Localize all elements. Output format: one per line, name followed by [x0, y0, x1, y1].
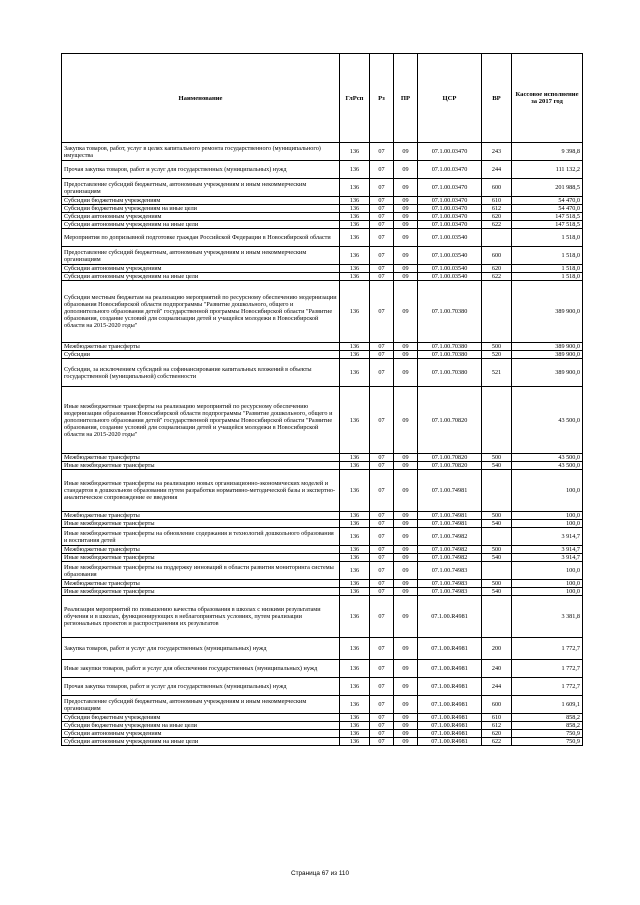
row-sum: 858,2 — [512, 714, 583, 722]
row-sum: 100,0 — [512, 580, 583, 588]
row-name: Иные межбюджетные трансферты — [62, 520, 340, 528]
table-row — [62, 528, 583, 546]
row-name: Иные межбюджетные трансферты на реализацию мероприятий по ресурсному обеспечению модернизации образования Новосибирской области подпрограммы "Развитие дошкольного, общего и дополнительного образования детей" государственной программы Новосибирской области "Развитие образования, создание условий для социализации детей и учащейся молодежи в Новосибирской области на 2015-2020 годы" — [62, 387, 340, 454]
row-vr: 500 — [482, 546, 512, 554]
row-name: Иные закупки товаров, работ и услуг для обеспечения государственных (муниципальных) нужд — [62, 660, 340, 678]
row-sum: 100,0 — [512, 562, 583, 580]
budget-table — [61, 53, 583, 746]
row-grs: 136 — [340, 638, 370, 660]
table-row — [62, 229, 583, 247]
table-row — [62, 213, 583, 221]
row-vr — [482, 528, 512, 546]
table-row — [62, 678, 583, 696]
row-vr: 600 — [482, 247, 512, 265]
row-sum: 9 398,8 — [512, 143, 583, 161]
row-rz: 07 — [370, 462, 394, 470]
row-sum: 389 900,0 — [512, 343, 583, 351]
row-pr: 09 — [394, 512, 418, 520]
row-grs: 136 — [340, 387, 370, 454]
table-row — [62, 265, 583, 273]
row-csr: 07.1.00.74981 — [418, 520, 482, 528]
row-sum: 3 381,8 — [512, 596, 583, 638]
table-row — [62, 588, 583, 596]
row-vr: 521 — [482, 359, 512, 387]
row-rz: 07 — [370, 588, 394, 596]
row-rz: 07 — [370, 351, 394, 359]
row-grs: 136 — [340, 470, 370, 512]
row-sum: 43 500,0 — [512, 454, 583, 462]
header-csr: ЦСР — [418, 54, 482, 143]
row-grs: 136 — [340, 143, 370, 161]
row-name: Субсидии бюджетным учреждениям — [62, 197, 340, 205]
row-rz: 07 — [370, 546, 394, 554]
row-vr: 243 — [482, 143, 512, 161]
row-rz: 07 — [370, 722, 394, 730]
row-name: Субсидии местным бюджетам на реализацию мероприятий по ресурсному обеспечению модернизации образования Новосибирской области подпрограммы "Развитие дошкольного, общего и дополнительного образования детей" государственной программы Новосибирской области "Развитие образования, создание условий для социализации детей и учащейся молодежи в Новосибирской области на 2015-2020 годы" — [62, 281, 340, 343]
header-rz: Рз — [370, 54, 394, 143]
header-row — [62, 54, 583, 143]
table-row — [62, 387, 583, 454]
row-name: Прочая закупка товаров, работ и услуг для государственных (муниципальных) нужд — [62, 678, 340, 696]
row-pr: 09 — [394, 638, 418, 660]
row-csr: 07.1.00.70820 — [418, 462, 482, 470]
row-sum: 1 772,7 — [512, 678, 583, 696]
row-rz: 07 — [370, 520, 394, 528]
row-rz: 07 — [370, 730, 394, 738]
row-name: Закупка товаров, работ и услуг для государственных (муниципальных) нужд — [62, 638, 340, 660]
row-name: Прочая закупка товаров, работ и услуг для государственных (муниципальных) нужд — [62, 161, 340, 179]
row-sum: 389 900,0 — [512, 281, 583, 343]
table-row — [62, 512, 583, 520]
table-row — [62, 359, 583, 387]
page-footer: Страница 67 из 110 — [290, 870, 350, 877]
row-pr: 09 — [394, 179, 418, 197]
row-sum: 1 518,0 — [512, 229, 583, 247]
row-grs: 136 — [340, 454, 370, 462]
table-row — [62, 596, 583, 638]
row-vr: 244 — [482, 678, 512, 696]
row-vr — [482, 281, 512, 343]
row-vr: 500 — [482, 580, 512, 588]
row-rz: 07 — [370, 143, 394, 161]
row-grs: 136 — [340, 265, 370, 273]
row-sum: 54 470,0 — [512, 205, 583, 213]
row-name: Иные межбюджетные трансферты на поддержку инноваций в области развития мониторинга системы образования — [62, 562, 340, 580]
table-row — [62, 554, 583, 562]
row-pr: 09 — [394, 470, 418, 512]
row-name: Мероприятия по допризывной подготовке граждан Российской Федерации в Новосибирской области — [62, 229, 340, 247]
row-sum: 1 609,1 — [512, 696, 583, 714]
row-pr: 09 — [394, 161, 418, 179]
row-name: Иные межбюджетные трансферты — [62, 588, 340, 596]
row-grs: 136 — [340, 520, 370, 528]
row-csr: 07.1.00.R4981 — [418, 678, 482, 696]
row-name: Предоставление субсидий бюджетным, автономным учреждениям и иным некоммерческим организациям — [62, 247, 340, 265]
row-name: Субсидии автономным учреждениям — [62, 213, 340, 221]
row-name: Иные межбюджетные трансферты — [62, 554, 340, 562]
row-sum: 389 900,0 — [512, 359, 583, 387]
row-rz: 07 — [370, 221, 394, 229]
row-vr: 612 — [482, 205, 512, 213]
row-rz: 07 — [370, 580, 394, 588]
row-vr: 244 — [482, 161, 512, 179]
row-vr: 610 — [482, 197, 512, 205]
table-row — [62, 580, 583, 588]
row-csr: 07.1.00.70380 — [418, 351, 482, 359]
row-vr: 600 — [482, 179, 512, 197]
row-vr: 500 — [482, 512, 512, 520]
row-grs: 136 — [340, 343, 370, 351]
row-name: Межбюджетные трансферты — [62, 546, 340, 554]
row-grs: 136 — [340, 229, 370, 247]
row-name: Субсидии автономным учреждениям — [62, 265, 340, 273]
header-vr: ВР — [482, 54, 512, 143]
row-pr: 09 — [394, 273, 418, 281]
row-rz: 07 — [370, 596, 394, 638]
row-rz: 07 — [370, 714, 394, 722]
table-row — [62, 714, 583, 722]
row-csr: 07.1.00.R4981 — [418, 660, 482, 678]
row-name: Реализация мероприятий по повышению качества образования в школах с низкими результатами обучения и в школах, функционирующих в неблагоприятных условиях, путем реализации региональных проектов и распространения их результатов — [62, 596, 340, 638]
row-csr: 07.1.00.74981 — [418, 470, 482, 512]
row-vr: 612 — [482, 722, 512, 730]
row-vr — [482, 562, 512, 580]
row-pr: 09 — [394, 722, 418, 730]
table-row — [62, 520, 583, 528]
row-name: Субсидии автономным учреждениям — [62, 730, 340, 738]
row-vr: 500 — [482, 343, 512, 351]
row-pr: 09 — [394, 359, 418, 387]
row-sum: 201 988,5 — [512, 179, 583, 197]
row-vr: 600 — [482, 696, 512, 714]
row-sum: 389 900,0 — [512, 351, 583, 359]
table-row — [62, 462, 583, 470]
row-sum: 100,0 — [512, 520, 583, 528]
row-rz: 07 — [370, 247, 394, 265]
header-pr: ПР — [394, 54, 418, 143]
header-grs: ГлРсп — [340, 54, 370, 143]
row-pr: 09 — [394, 528, 418, 546]
row-name: Субсидии бюджетным учреждениям на иные цели — [62, 722, 340, 730]
row-rz: 07 — [370, 678, 394, 696]
table-row — [62, 638, 583, 660]
row-pr: 09 — [394, 281, 418, 343]
row-grs: 136 — [340, 247, 370, 265]
row-rz: 07 — [370, 205, 394, 213]
row-pr: 09 — [394, 730, 418, 738]
row-grs: 136 — [340, 213, 370, 221]
row-rz: 07 — [370, 638, 394, 660]
row-pr: 09 — [394, 197, 418, 205]
row-csr: 07.1.00.70380 — [418, 281, 482, 343]
row-sum: 750,9 — [512, 738, 583, 746]
row-grs: 136 — [340, 554, 370, 562]
row-sum: 858,2 — [512, 722, 583, 730]
row-name: Межбюджетные трансферты — [62, 343, 340, 351]
row-pr: 09 — [394, 247, 418, 265]
row-csr: 07.1.00.R4981 — [418, 696, 482, 714]
row-rz: 07 — [370, 281, 394, 343]
table-row — [62, 696, 583, 714]
row-vr: 622 — [482, 273, 512, 281]
header-sum: Кассовое исполнение за 2017 год — [512, 54, 583, 143]
row-name: Субсидии бюджетным учреждениям — [62, 714, 340, 722]
row-vr: 520 — [482, 351, 512, 359]
row-grs: 136 — [340, 596, 370, 638]
row-pr: 09 — [394, 462, 418, 470]
row-rz: 07 — [370, 696, 394, 714]
row-csr: 07.1.00.R4981 — [418, 738, 482, 746]
row-vr: 540 — [482, 554, 512, 562]
row-rz: 07 — [370, 213, 394, 221]
table-row — [62, 179, 583, 197]
row-grs: 136 — [340, 205, 370, 213]
row-sum: 147 518,5 — [512, 221, 583, 229]
row-grs: 136 — [340, 359, 370, 387]
row-vr: 540 — [482, 520, 512, 528]
row-sum: 100,0 — [512, 470, 583, 512]
row-name: Иные межбюджетные трансферты на реализацию новых организационно-экономических моделей и стандартов в дошкольном образовании путем разработки нормативно-методической базы и экспертно-аналитическое сопровождение ее введения — [62, 470, 340, 512]
table-row — [62, 197, 583, 205]
row-csr: 07.1.00.70380 — [418, 359, 482, 387]
row-pr: 09 — [394, 343, 418, 351]
row-csr: 07.1.00.03470 — [418, 197, 482, 205]
row-pr: 09 — [394, 678, 418, 696]
row-rz: 07 — [370, 387, 394, 454]
row-csr: 07.1.00.03470 — [418, 161, 482, 179]
row-grs: 136 — [340, 528, 370, 546]
row-grs: 136 — [340, 696, 370, 714]
row-csr: 07.1.00.R4981 — [418, 638, 482, 660]
row-rz: 07 — [370, 197, 394, 205]
row-pr: 09 — [394, 205, 418, 213]
row-sum: 111 132,2 — [512, 161, 583, 179]
table-row — [62, 546, 583, 554]
row-csr: 07.1.00.R4981 — [418, 730, 482, 738]
row-sum: 1 772,7 — [512, 660, 583, 678]
row-rz: 07 — [370, 454, 394, 462]
row-rz: 07 — [370, 273, 394, 281]
row-csr: 07.1.00.03470 — [418, 143, 482, 161]
row-grs: 136 — [340, 722, 370, 730]
row-vr: 622 — [482, 738, 512, 746]
row-vr — [482, 470, 512, 512]
header-name: Наименование — [62, 54, 340, 143]
table-row — [62, 351, 583, 359]
row-sum: 54 470,0 — [512, 197, 583, 205]
row-grs: 136 — [340, 512, 370, 520]
row-sum: 1 518,0 — [512, 247, 583, 265]
row-name: Межбюджетные трансферты — [62, 580, 340, 588]
row-vr: 620 — [482, 213, 512, 221]
table-row — [62, 660, 583, 678]
row-name: Закупка товаров, работ, услуг в целях капитального ремонта государственного (муниципального) имущества — [62, 143, 340, 161]
row-csr: 07.1.00.03470 — [418, 205, 482, 213]
row-grs: 136 — [340, 281, 370, 343]
table-row — [62, 562, 583, 580]
row-rz: 07 — [370, 343, 394, 351]
row-grs: 136 — [340, 221, 370, 229]
table-row — [62, 454, 583, 462]
row-csr: 07.1.00.R4981 — [418, 714, 482, 722]
row-rz: 07 — [370, 179, 394, 197]
row-vr: 540 — [482, 588, 512, 596]
table-row — [62, 143, 583, 161]
row-csr: 07.1.00.74983 — [418, 562, 482, 580]
row-name: Иные межбюджетные трансферты — [62, 462, 340, 470]
row-pr: 09 — [394, 660, 418, 678]
row-sum: 3 914,7 — [512, 528, 583, 546]
row-name: Межбюджетные трансферты — [62, 512, 340, 520]
row-grs: 136 — [340, 351, 370, 359]
row-name: Субсидии, за исключением субсидий на софинансирование капитальных вложений в объекты государственной (муниципальной) собственности — [62, 359, 340, 387]
row-csr: 07.1.00.03540 — [418, 265, 482, 273]
row-csr: 07.1.00.70380 — [418, 343, 482, 351]
row-grs: 136 — [340, 660, 370, 678]
row-pr: 09 — [394, 221, 418, 229]
row-pr: 09 — [394, 546, 418, 554]
row-pr: 09 — [394, 562, 418, 580]
table-body — [62, 143, 583, 746]
row-vr: 500 — [482, 454, 512, 462]
row-vr — [482, 387, 512, 454]
table-row — [62, 273, 583, 281]
row-sum: 1 518,0 — [512, 273, 583, 281]
row-pr: 09 — [394, 588, 418, 596]
row-rz: 07 — [370, 265, 394, 273]
row-rz: 07 — [370, 229, 394, 247]
row-pr: 09 — [394, 580, 418, 588]
row-csr: 07.1.00.03470 — [418, 221, 482, 229]
row-pr: 09 — [394, 229, 418, 247]
row-sum: 147 518,5 — [512, 213, 583, 221]
row-vr: 540 — [482, 462, 512, 470]
row-pr: 09 — [394, 351, 418, 359]
row-pr: 09 — [394, 387, 418, 454]
row-pr: 09 — [394, 554, 418, 562]
row-vr: 610 — [482, 714, 512, 722]
row-csr: 07.1.00.03470 — [418, 179, 482, 197]
row-grs: 136 — [340, 273, 370, 281]
row-sum: 1 518,0 — [512, 265, 583, 273]
row-grs: 136 — [340, 678, 370, 696]
row-grs: 136 — [340, 546, 370, 554]
row-csr: 07.1.00.74982 — [418, 528, 482, 546]
row-csr: 07.1.00.03540 — [418, 247, 482, 265]
row-rz: 07 — [370, 660, 394, 678]
row-name: Субсидии автономным учреждениям на иные цели — [62, 273, 340, 281]
row-vr: 620 — [482, 265, 512, 273]
row-sum: 43 500,0 — [512, 387, 583, 454]
row-csr: 07.1.00.70820 — [418, 387, 482, 454]
row-pr: 09 — [394, 696, 418, 714]
row-rz: 07 — [370, 528, 394, 546]
row-name: Субсидии автономным учреждениям на иные цели — [62, 221, 340, 229]
row-rz: 07 — [370, 512, 394, 520]
row-sum: 100,0 — [512, 512, 583, 520]
row-name: Предоставление субсидий бюджетным, автономным учреждениям и иным некоммерческим организациям — [62, 179, 340, 197]
row-csr: 07.1.00.74982 — [418, 546, 482, 554]
row-vr: 240 — [482, 660, 512, 678]
row-grs: 136 — [340, 462, 370, 470]
table-row — [62, 470, 583, 512]
row-csr: 07.1.00.R4981 — [418, 722, 482, 730]
row-rz: 07 — [370, 161, 394, 179]
row-csr: 07.1.00.74981 — [418, 512, 482, 520]
row-pr: 09 — [394, 454, 418, 462]
row-grs: 136 — [340, 562, 370, 580]
row-rz: 07 — [370, 470, 394, 512]
row-grs: 136 — [340, 580, 370, 588]
table-row — [62, 730, 583, 738]
row-csr: 07.1.00.03470 — [418, 213, 482, 221]
table-row — [62, 343, 583, 351]
row-rz: 07 — [370, 554, 394, 562]
row-grs: 136 — [340, 588, 370, 596]
row-vr — [482, 596, 512, 638]
row-pr: 09 — [394, 596, 418, 638]
row-sum: 100,0 — [512, 588, 583, 596]
row-grs: 136 — [340, 197, 370, 205]
row-pr: 09 — [394, 143, 418, 161]
row-name: Субсидии бюджетным учреждениям на иные цели — [62, 205, 340, 213]
row-rz: 07 — [370, 562, 394, 580]
row-pr: 09 — [394, 714, 418, 722]
row-vr: 620 — [482, 730, 512, 738]
table-row — [62, 247, 583, 265]
row-vr: 622 — [482, 221, 512, 229]
row-csr: 07.1.00.03540 — [418, 273, 482, 281]
table-row — [62, 221, 583, 229]
row-sum: 43 500,0 — [512, 462, 583, 470]
row-csr: 07.1.00.70820 — [418, 454, 482, 462]
row-sum: 1 772,7 — [512, 638, 583, 660]
table-row — [62, 738, 583, 746]
row-pr: 09 — [394, 520, 418, 528]
row-name: Предоставление субсидий бюджетным, автономным учреждениям и иным некоммерческим организациям — [62, 696, 340, 714]
row-pr: 09 — [394, 738, 418, 746]
row-sum: 3 914,7 — [512, 554, 583, 562]
row-vr: 200 — [482, 638, 512, 660]
row-grs: 136 — [340, 714, 370, 722]
row-csr: 07.1.00.74982 — [418, 554, 482, 562]
row-grs: 136 — [340, 179, 370, 197]
row-name: Межбюджетные трансферты — [62, 454, 340, 462]
row-pr: 09 — [394, 265, 418, 273]
table-row — [62, 205, 583, 213]
row-grs: 136 — [340, 730, 370, 738]
row-sum: 3 914,7 — [512, 546, 583, 554]
row-rz: 07 — [370, 359, 394, 387]
row-csr: 07.1.00.03540 — [418, 229, 482, 247]
row-csr: 07.1.00.74983 — [418, 580, 482, 588]
row-name: Иные межбюджетные трансферты на обновление содержания и технологий дошкольного образования и воспитания детей — [62, 528, 340, 546]
table-row — [62, 722, 583, 730]
table-row — [62, 281, 583, 343]
row-csr: 07.1.00.R4981 — [418, 596, 482, 638]
row-csr: 07.1.00.74983 — [418, 588, 482, 596]
row-grs: 136 — [340, 161, 370, 179]
table-row — [62, 161, 583, 179]
row-name: Субсидии — [62, 351, 340, 359]
row-sum: 750,9 — [512, 730, 583, 738]
row-rz: 07 — [370, 738, 394, 746]
row-name: Субсидии автономным учреждениям на иные цели — [62, 738, 340, 746]
row-pr: 09 — [394, 213, 418, 221]
row-vr — [482, 229, 512, 247]
row-grs: 136 — [340, 738, 370, 746]
